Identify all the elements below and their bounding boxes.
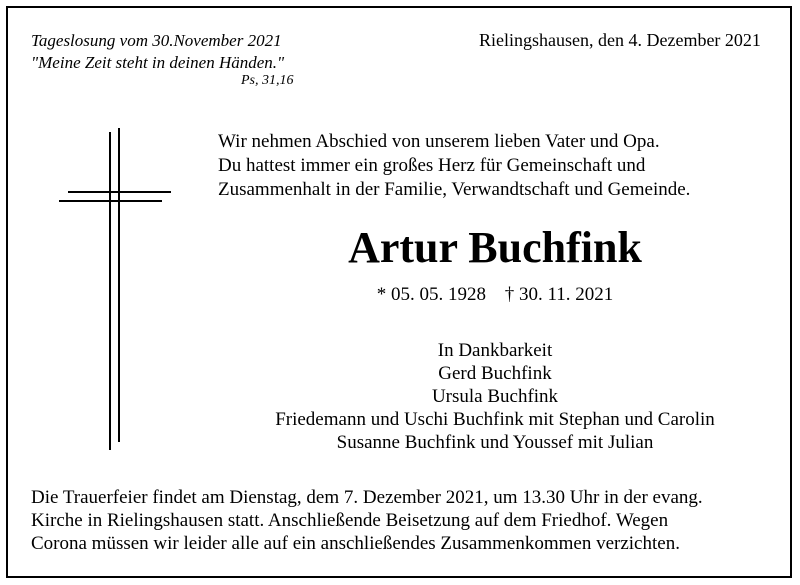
mourner: Susanne Buchfink und Youssef mit Julian xyxy=(336,432,654,453)
daily-verse-reference: Ps, 31,16 xyxy=(241,73,294,88)
farewell-line: Du hattest immer ein großes Herz für Gemeinschaft und xyxy=(218,155,646,176)
mourners-heading: In Dankbarkeit xyxy=(437,340,553,361)
notice-line: Corona müssen wir leider alle auf ein anschließendes Zusammenkommen verzichten. xyxy=(31,533,680,554)
mourner: Ursula Buchfink xyxy=(431,386,559,407)
farewell-line: Zusammenhalt in der Familie, Verwandtschaft und Gemeinde. xyxy=(218,179,691,200)
birth-date: * 05. 05. 1928 xyxy=(376,284,486,305)
farewell-text xyxy=(218,130,690,202)
death-date: † 30. 11. 2021 xyxy=(504,284,614,305)
daily-verse-title: Tageslosung vom 30.November 2021 xyxy=(31,31,282,50)
funeral-notice xyxy=(31,486,703,555)
mourner: Gerd Buchfink xyxy=(438,363,552,384)
notice-line: Die Trauerfeier findet am Dienstag, dem 7. Dezember 2021, um 13.30 Uhr in der evang. xyxy=(31,487,703,508)
daily-verse xyxy=(31,30,284,74)
place-date: Rielingshausen, den 4. Dezember 2021 xyxy=(479,30,761,50)
farewell-line: Wir nehmen Abschied von unserem lieben Vater und Opa. xyxy=(218,131,660,152)
notice-line: Kirche in Rielingshausen statt. Anschließende Beisetzung auf dem Friedhof. Wegen xyxy=(31,510,669,531)
daily-verse-quote: "Meine Zeit steht in deinen Händen." xyxy=(31,53,285,72)
mourner: Friedemann und Uschi Buchfink mit Stephan und Carolin xyxy=(275,409,715,430)
mourners-list xyxy=(0,339,800,454)
deceased-name: Artur Buchfink xyxy=(348,223,642,272)
life-dates xyxy=(0,284,800,306)
